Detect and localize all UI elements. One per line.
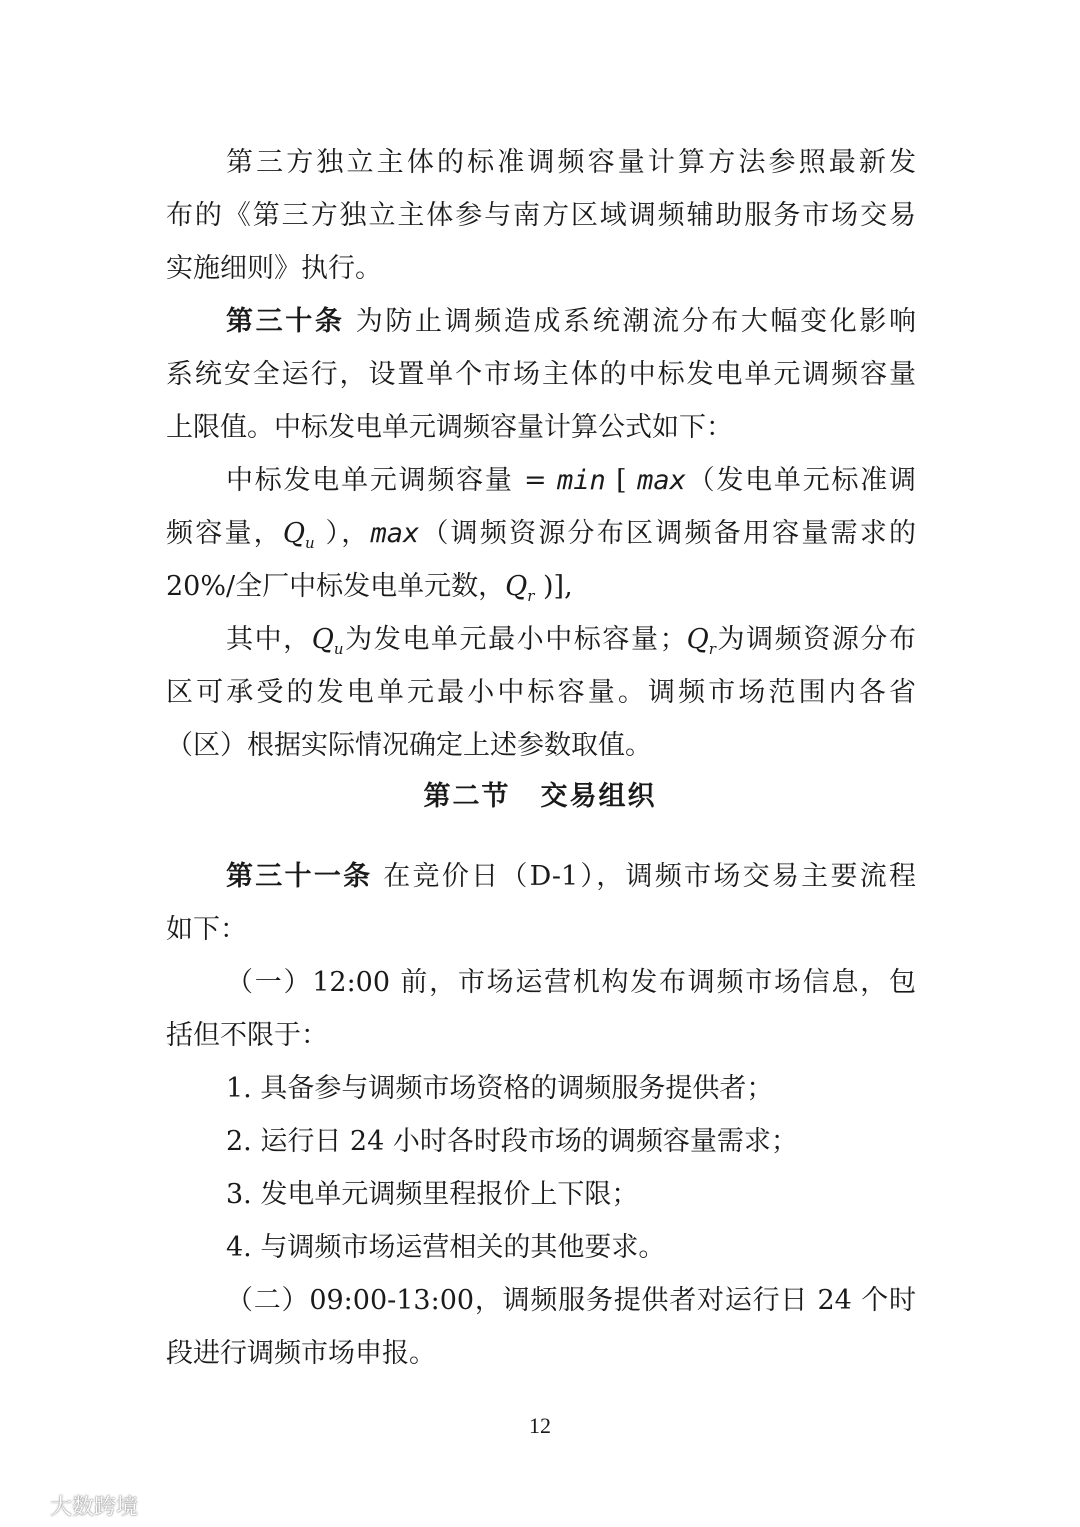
formula-text: )], bbox=[534, 571, 573, 602]
sub-list-item: 4. 与调频市场运营相关的其他要求。 bbox=[226, 1232, 666, 1263]
section-heading bbox=[0, 774, 1080, 813]
article-30-title: 第三十条 bbox=[226, 306, 345, 337]
section-number: 第二节 bbox=[423, 781, 511, 812]
formula-q-symbol: Q bbox=[686, 624, 709, 655]
formula-line bbox=[226, 461, 916, 501]
explanation-line bbox=[226, 620, 916, 660]
article-31-text: 在竞价日（D-1），调频市场交易主要流程 bbox=[383, 861, 916, 892]
section-title: 交易组织 bbox=[540, 781, 657, 812]
formula-q-symbol: Q bbox=[311, 624, 334, 655]
formula-text: （发电单元标准调 bbox=[685, 465, 917, 496]
paragraph-line: 系统安全运行，设置单个市场主体的中标发电单元调频容量 bbox=[166, 359, 916, 390]
formula-bracket: [ bbox=[605, 465, 638, 496]
sub-list-item: 3. 发电单元调频里程报价上下限； bbox=[226, 1179, 639, 1210]
explanation-text: 为发电单元最小中标容量； bbox=[343, 624, 687, 655]
formula-subscript-r: r bbox=[708, 640, 716, 658]
formula-text: 中标发电单元调频容量 = bbox=[226, 465, 558, 496]
article-31-line bbox=[226, 857, 916, 897]
formula-subscript-u: u bbox=[333, 640, 344, 658]
formula-text: 频容量， bbox=[166, 518, 283, 549]
paragraph-line: （区）根据实际情况确定上述参数取值。 bbox=[166, 730, 652, 761]
formula-line bbox=[166, 514, 916, 554]
paragraph-line: 第三方独立主体的标准调频容量计算方法参照最新发 bbox=[226, 147, 916, 178]
formula-text: 20%/全厂中标发电单元数， bbox=[166, 571, 506, 602]
paragraph-line: 布的《第三方独立主体参与南方区域调频辅助服务市场交易 bbox=[166, 200, 916, 231]
watermark bbox=[8, 1490, 138, 1521]
formula-subscript-u: u bbox=[305, 534, 315, 552]
article-30-text: 为防止调频造成系统潮流分布大幅变化影响 bbox=[355, 306, 917, 337]
formula-q-symbol: Q bbox=[505, 571, 528, 602]
paragraph-line: 括但不限于： bbox=[166, 1020, 328, 1051]
paragraph-line: 实施细则》执行。 bbox=[166, 253, 382, 284]
formula-q-symbol: Q bbox=[282, 518, 306, 549]
formula-text: （调频资源分布区调频备用容量需求的 bbox=[419, 518, 916, 549]
page-number: 12 bbox=[529, 1413, 551, 1438]
explanation-text: 为调频资源分布 bbox=[715, 624, 917, 655]
explanation-text: 其中， bbox=[226, 624, 312, 655]
watermark-text: 大数跨境 bbox=[50, 1495, 139, 1520]
sub-list-item: 1. 具备参与调频市场资格的调频服务提供者； bbox=[226, 1073, 774, 1104]
formula-line bbox=[166, 567, 916, 607]
sub-list-item: 2. 运行日 24 小时各时段市场的调频容量需求； bbox=[226, 1126, 798, 1157]
watermark-logo-icon bbox=[8, 1497, 48, 1519]
formula-max: max bbox=[637, 465, 686, 496]
paragraph-line: 如下： bbox=[166, 914, 247, 945]
article-30-line bbox=[226, 302, 916, 342]
formula-min: min bbox=[557, 465, 606, 496]
list-item: （一）12:00 前，市场运营机构发布调频市场信息，包 bbox=[226, 967, 916, 998]
formula-subscript-r: r bbox=[527, 587, 535, 605]
article-31-title: 第三十一条 bbox=[226, 861, 373, 892]
paragraph-line: 段进行调频市场申报。 bbox=[166, 1338, 436, 1369]
list-item: （二）09:00-13:00，调频服务提供者对运行日 24 个时 bbox=[226, 1285, 916, 1316]
paragraph-line: 区可承受的发电单元最小中标容量。调频市场范围内各省 bbox=[166, 677, 916, 708]
paragraph-line: 上限值。中标发电单元调频容量计算公式如下： bbox=[166, 412, 733, 443]
formula-text: ）， bbox=[314, 518, 371, 549]
formula-max: max bbox=[370, 518, 420, 549]
